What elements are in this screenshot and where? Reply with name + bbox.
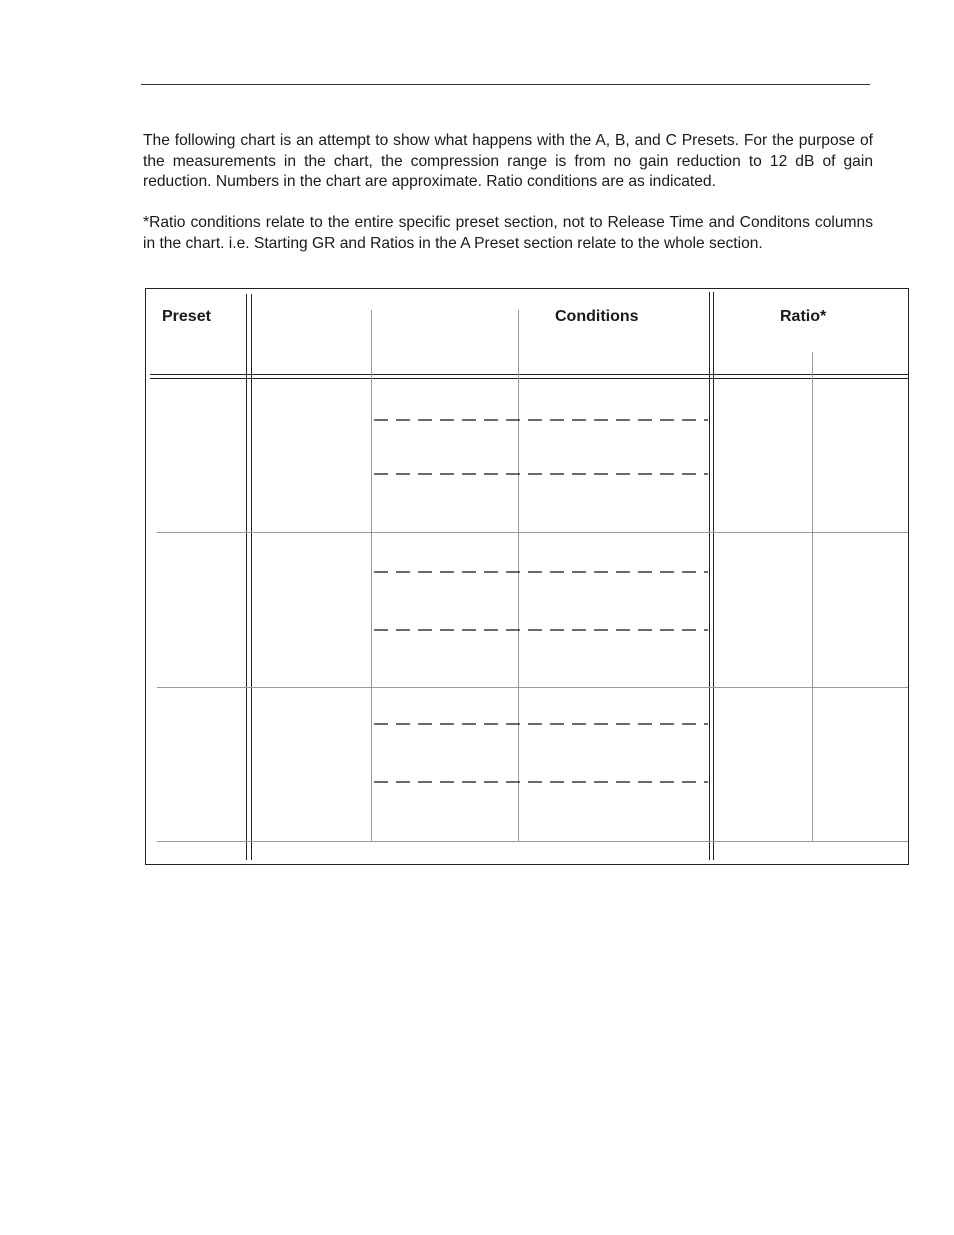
preset-chart-table: [145, 288, 909, 865]
intro-paragraph: The following chart is an attempt to show what happens with the A, B, and C Presets. For the purpose of the measurements in the chart, the compression range is from no gain reduction to 12 dB of gain reduction. Numbers in the chart are approximate. Ratio conditions are as indicated.: [143, 132, 873, 190]
header-rule: [141, 84, 870, 85]
table-grid: [145, 288, 909, 865]
ratio-note-paragraph: *Ratio conditions relate to the entire specific preset section, not to Release Time and Conditons columns in the chart. i.e. Starting GR and Ratios in the A Preset section relate to the whole section.: [143, 214, 873, 252]
preset-column-header: Preset: [162, 308, 211, 325]
ratio-column-header: Ratio*: [780, 308, 827, 325]
conditions-column-header: Conditions: [555, 308, 639, 325]
